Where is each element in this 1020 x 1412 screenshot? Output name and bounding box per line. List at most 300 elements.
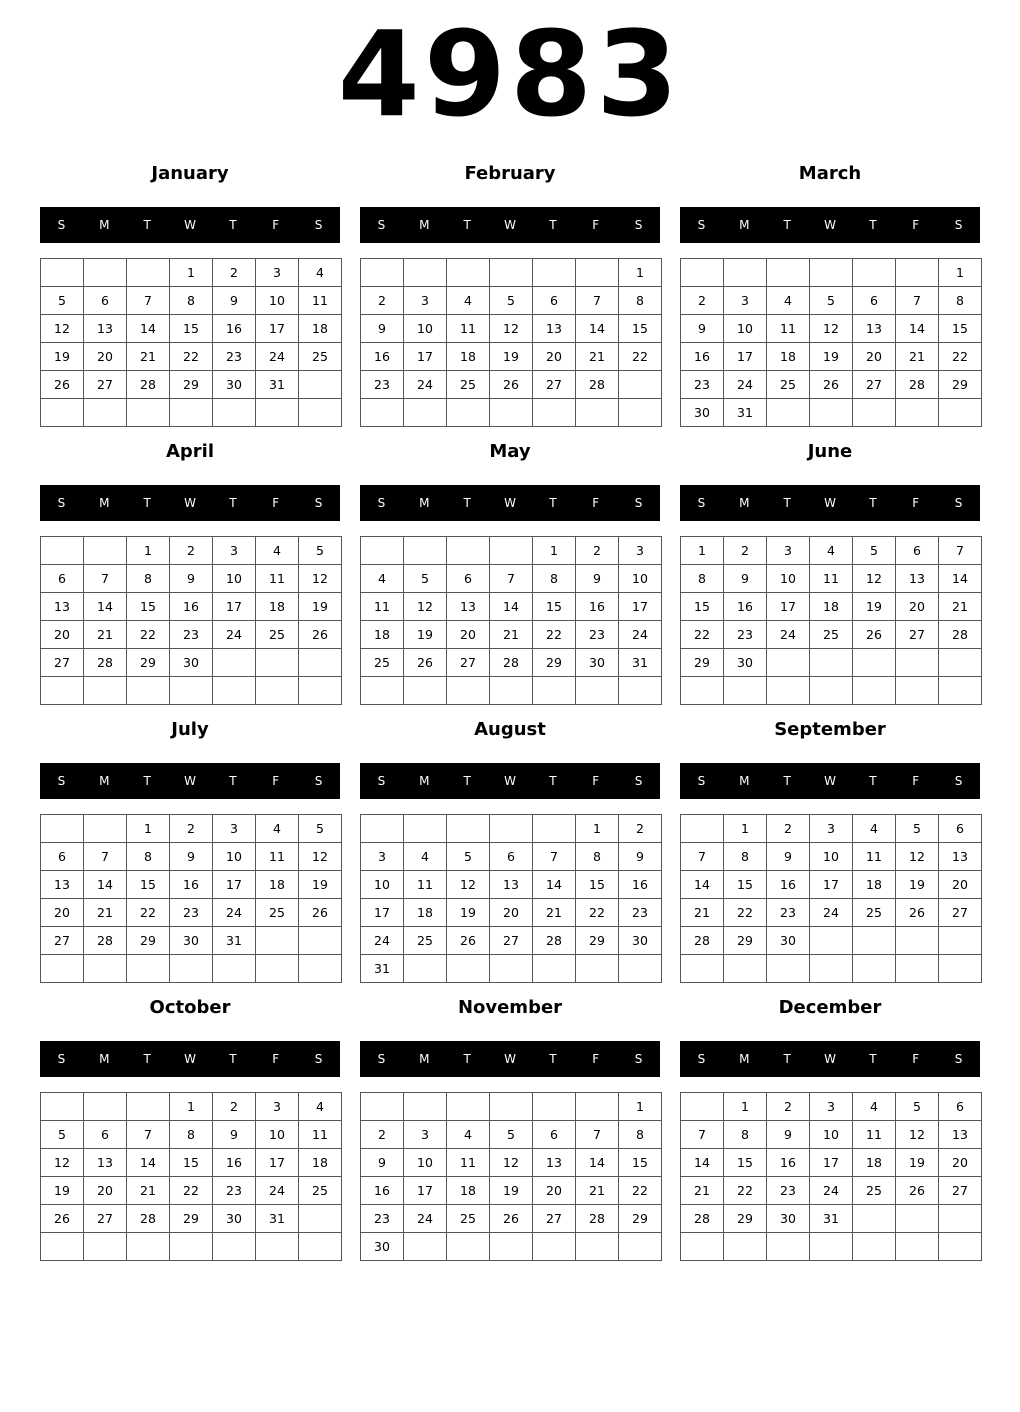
day-cell: [361, 537, 404, 565]
day-cell: 31: [810, 1205, 853, 1233]
day-cell: [213, 1233, 256, 1261]
day-cell: 24: [404, 371, 447, 399]
day-cell: [256, 399, 299, 427]
week-row: [41, 677, 342, 705]
day-cell: [681, 1093, 724, 1121]
day-cell: 13: [533, 1149, 576, 1177]
day-cell: [41, 815, 84, 843]
day-cell: 1: [619, 1093, 662, 1121]
day-cell: 26: [853, 621, 896, 649]
day-cell: 2: [619, 815, 662, 843]
day-cell: 1: [724, 815, 767, 843]
day-cell: 29: [533, 649, 576, 677]
day-cell: 24: [404, 1205, 447, 1233]
weekday-label: F: [912, 496, 920, 510]
weekday-label: W: [184, 218, 196, 232]
day-cell: 23: [170, 899, 213, 927]
day-cell: 10: [213, 843, 256, 871]
week-row: [681, 593, 982, 621]
day-cell: 21: [681, 1177, 724, 1205]
weekday-label: M: [419, 774, 430, 788]
days-table: [360, 258, 662, 427]
weekday-label: W: [184, 1052, 196, 1066]
weekday-label: F: [272, 496, 280, 510]
day-cell: [84, 677, 127, 705]
day-cell: 1: [533, 537, 576, 565]
day-cell: 28: [127, 1205, 170, 1233]
day-cell: [490, 1093, 533, 1121]
weekday-label: T: [143, 1052, 151, 1066]
day-cell: 29: [170, 1205, 213, 1233]
weekday-label: T: [783, 774, 791, 788]
day-cell: [490, 1233, 533, 1261]
month-name: October: [149, 997, 231, 1018]
day-cell: 17: [404, 343, 447, 371]
day-cell: 21: [576, 343, 619, 371]
day-cell: 25: [361, 649, 404, 677]
day-cell: [213, 649, 256, 677]
day-cell: 29: [127, 927, 170, 955]
day-cell: 22: [576, 899, 619, 927]
day-cell: 2: [213, 1093, 256, 1121]
day-cell: 4: [447, 287, 490, 315]
weekday-label: M: [99, 1052, 110, 1066]
day-cell: 6: [490, 843, 533, 871]
month-name: December: [778, 997, 882, 1018]
week-row: [41, 649, 342, 677]
day-cell: [404, 1233, 447, 1261]
month-name: November: [457, 997, 563, 1018]
weekday-label: F: [272, 1052, 280, 1066]
day-cell: [896, 927, 939, 955]
day-cell: 27: [533, 371, 576, 399]
day-cell: 8: [576, 843, 619, 871]
day-cell: [41, 259, 84, 287]
day-cell: 27: [490, 927, 533, 955]
day-cell: 9: [361, 1149, 404, 1177]
day-cell: [681, 259, 724, 287]
week-row: [41, 259, 342, 287]
day-cell: [84, 537, 127, 565]
day-cell: [576, 677, 619, 705]
days-table: [360, 536, 662, 705]
day-cell: 12: [896, 1121, 939, 1149]
day-cell: 29: [939, 371, 982, 399]
week-row: [681, 371, 982, 399]
weekday-label: M: [419, 1052, 430, 1066]
weekday-label: T: [549, 774, 557, 788]
day-cell: [896, 955, 939, 983]
day-cell: 7: [576, 1121, 619, 1149]
day-cell: 3: [213, 537, 256, 565]
week-row: [41, 1149, 342, 1177]
weekday-header: [680, 763, 980, 799]
day-cell: [127, 259, 170, 287]
day-cell: 18: [256, 593, 299, 621]
day-cell: 2: [681, 287, 724, 315]
weekday-label: T: [143, 218, 151, 232]
day-cell: [84, 1093, 127, 1121]
day-cell: 28: [533, 927, 576, 955]
day-cell: 4: [299, 1093, 342, 1121]
day-cell: 16: [767, 1149, 810, 1177]
weekday-label: T: [869, 496, 877, 510]
day-cell: [84, 955, 127, 983]
day-cell: 20: [84, 343, 127, 371]
day-cell: 23: [361, 371, 404, 399]
week-row: [41, 593, 342, 621]
weekday-header: [680, 485, 980, 521]
month-name: August: [474, 719, 546, 740]
day-cell: 12: [490, 315, 533, 343]
day-cell: [490, 955, 533, 983]
day-cell: 28: [490, 649, 533, 677]
week-row: [41, 1233, 342, 1261]
day-cell: [767, 649, 810, 677]
weekday-label: S: [57, 218, 66, 232]
day-cell: 17: [724, 343, 767, 371]
day-cell: [127, 955, 170, 983]
day-cell: 23: [767, 1177, 810, 1205]
day-cell: 1: [127, 537, 170, 565]
day-cell: 21: [533, 899, 576, 927]
weekday-label: S: [634, 774, 643, 788]
day-cell: 16: [361, 1177, 404, 1205]
weekday-label: F: [912, 1052, 920, 1066]
day-cell: 15: [619, 1149, 662, 1177]
day-cell: 20: [84, 1177, 127, 1205]
day-cell: 1: [681, 537, 724, 565]
day-cell: [576, 955, 619, 983]
weekday-label: T: [463, 774, 471, 788]
week-row: [361, 343, 662, 371]
day-cell: 11: [447, 1149, 490, 1177]
day-cell: 18: [299, 315, 342, 343]
day-cell: [533, 955, 576, 983]
day-cell: [490, 815, 533, 843]
day-cell: 2: [767, 1093, 810, 1121]
day-cell: [533, 1233, 576, 1261]
month-name: June: [807, 441, 853, 462]
day-cell: 6: [84, 1121, 127, 1149]
day-cell: 19: [299, 593, 342, 621]
day-cell: 16: [619, 871, 662, 899]
day-cell: 7: [681, 1121, 724, 1149]
day-cell: 5: [853, 537, 896, 565]
day-cell: 14: [681, 871, 724, 899]
weekday-label: T: [783, 1052, 791, 1066]
weekday-label: T: [463, 218, 471, 232]
weekday-label: M: [419, 218, 430, 232]
day-cell: 26: [41, 1205, 84, 1233]
weekday-label: T: [143, 496, 151, 510]
week-row: [361, 815, 662, 843]
day-cell: [939, 677, 982, 705]
day-cell: 6: [533, 1121, 576, 1149]
day-cell: 22: [127, 899, 170, 927]
day-cell: [896, 677, 939, 705]
weekday-label: W: [184, 496, 196, 510]
days-table: [40, 258, 342, 427]
day-cell: [853, 399, 896, 427]
day-cell: [939, 649, 982, 677]
day-cell: [404, 399, 447, 427]
day-cell: 2: [724, 537, 767, 565]
day-cell: 30: [681, 399, 724, 427]
day-cell: 17: [256, 315, 299, 343]
day-cell: 4: [853, 1093, 896, 1121]
day-cell: 11: [256, 843, 299, 871]
day-cell: 8: [533, 565, 576, 593]
day-cell: 28: [576, 371, 619, 399]
day-cell: 2: [170, 815, 213, 843]
weekday-label: T: [869, 1052, 877, 1066]
day-cell: [447, 1093, 490, 1121]
day-cell: 6: [447, 565, 490, 593]
day-cell: 13: [853, 315, 896, 343]
day-cell: 4: [810, 537, 853, 565]
day-cell: [84, 815, 127, 843]
day-cell: 23: [361, 1205, 404, 1233]
day-cell: [361, 815, 404, 843]
day-cell: 6: [84, 287, 127, 315]
weekday-label: W: [504, 218, 516, 232]
day-cell: 19: [299, 871, 342, 899]
day-cell: 31: [724, 399, 767, 427]
day-cell: [127, 677, 170, 705]
day-cell: 10: [767, 565, 810, 593]
day-cell: 9: [767, 843, 810, 871]
weekday-header: [360, 207, 660, 243]
day-cell: 2: [361, 1121, 404, 1149]
day-cell: 19: [41, 1177, 84, 1205]
week-row: [361, 899, 662, 927]
week-row: [361, 259, 662, 287]
day-cell: 7: [127, 287, 170, 315]
day-cell: 27: [41, 927, 84, 955]
weekday-header: [680, 207, 980, 243]
day-cell: 12: [299, 565, 342, 593]
day-cell: 1: [724, 1093, 767, 1121]
weekday-label: T: [549, 218, 557, 232]
day-cell: 24: [256, 343, 299, 371]
day-cell: [767, 677, 810, 705]
day-cell: [767, 955, 810, 983]
weekday-label: T: [869, 218, 877, 232]
day-cell: 11: [299, 287, 342, 315]
day-cell: [576, 399, 619, 427]
day-cell: 26: [299, 899, 342, 927]
weekday-label: W: [824, 1052, 836, 1066]
day-cell: 4: [767, 287, 810, 315]
day-cell: 25: [404, 927, 447, 955]
week-row: [361, 537, 662, 565]
day-cell: 19: [41, 343, 84, 371]
day-cell: 17: [810, 871, 853, 899]
day-cell: 6: [896, 537, 939, 565]
day-cell: [299, 955, 342, 983]
day-cell: 5: [447, 843, 490, 871]
day-cell: [404, 537, 447, 565]
day-cell: [256, 927, 299, 955]
weekday-label: T: [143, 774, 151, 788]
day-cell: 21: [84, 621, 127, 649]
day-cell: [256, 677, 299, 705]
day-cell: 5: [490, 287, 533, 315]
day-cell: 16: [213, 1149, 256, 1177]
day-cell: 21: [490, 621, 533, 649]
day-cell: 5: [490, 1121, 533, 1149]
day-cell: 9: [213, 287, 256, 315]
day-cell: 30: [724, 649, 767, 677]
week-row: [41, 843, 342, 871]
day-cell: 19: [404, 621, 447, 649]
week-row: [361, 649, 662, 677]
day-cell: 22: [533, 621, 576, 649]
day-cell: [810, 955, 853, 983]
day-cell: 18: [361, 621, 404, 649]
week-row: [681, 1093, 982, 1121]
day-cell: 1: [619, 259, 662, 287]
day-cell: [213, 955, 256, 983]
day-cell: 14: [127, 1149, 170, 1177]
day-cell: [533, 815, 576, 843]
day-cell: [576, 1233, 619, 1261]
day-cell: 12: [853, 565, 896, 593]
day-cell: [853, 1233, 896, 1261]
day-cell: 13: [896, 565, 939, 593]
day-cell: 8: [939, 287, 982, 315]
weekday-label: S: [377, 496, 386, 510]
day-cell: 17: [404, 1177, 447, 1205]
day-cell: 10: [213, 565, 256, 593]
day-cell: 5: [41, 287, 84, 315]
day-cell: [41, 399, 84, 427]
week-row: [681, 871, 982, 899]
month-name: April: [165, 441, 215, 462]
day-cell: [810, 259, 853, 287]
day-cell: 24: [256, 1177, 299, 1205]
day-cell: 11: [299, 1121, 342, 1149]
day-cell: 18: [404, 899, 447, 927]
week-row: [41, 1093, 342, 1121]
day-cell: 14: [533, 871, 576, 899]
day-cell: 16: [170, 871, 213, 899]
week-row: [361, 1093, 662, 1121]
day-cell: [447, 1233, 490, 1261]
day-cell: 4: [256, 537, 299, 565]
week-row: [41, 955, 342, 983]
weekday-label: F: [912, 218, 920, 232]
day-cell: 20: [41, 621, 84, 649]
day-cell: 26: [404, 649, 447, 677]
day-cell: 20: [939, 1149, 982, 1177]
day-cell: 30: [170, 927, 213, 955]
day-cell: 27: [84, 1205, 127, 1233]
day-cell: 15: [127, 593, 170, 621]
day-cell: 16: [724, 593, 767, 621]
day-cell: 16: [767, 871, 810, 899]
day-cell: 8: [724, 1121, 767, 1149]
week-row: [681, 1149, 982, 1177]
day-cell: 20: [853, 343, 896, 371]
day-cell: 28: [681, 1205, 724, 1233]
day-cell: [213, 399, 256, 427]
weekday-label: T: [229, 774, 237, 788]
day-cell: 25: [447, 371, 490, 399]
day-cell: 26: [447, 927, 490, 955]
day-cell: 16: [361, 343, 404, 371]
weekday-label: F: [912, 774, 920, 788]
day-cell: 26: [41, 371, 84, 399]
day-cell: 7: [84, 843, 127, 871]
week-row: [41, 1205, 342, 1233]
day-cell: [810, 1233, 853, 1261]
month-name: July: [171, 719, 209, 740]
day-cell: 28: [939, 621, 982, 649]
day-cell: 24: [213, 621, 256, 649]
day-cell: 5: [299, 537, 342, 565]
week-row: [361, 399, 662, 427]
weekday-label: M: [739, 1052, 750, 1066]
day-cell: 21: [127, 343, 170, 371]
weekday-header: [360, 485, 660, 521]
day-cell: [361, 259, 404, 287]
month-name: May: [489, 441, 531, 462]
days-table: [40, 814, 342, 983]
day-cell: 8: [619, 1121, 662, 1149]
days-table: [680, 814, 982, 983]
day-cell: 12: [41, 1149, 84, 1177]
day-cell: [84, 1233, 127, 1261]
day-cell: 9: [361, 315, 404, 343]
weekday-label: S: [377, 218, 386, 232]
week-row: [41, 1177, 342, 1205]
day-cell: 22: [127, 621, 170, 649]
week-row: [681, 1233, 982, 1261]
week-row: [41, 1121, 342, 1149]
weekday-label: T: [463, 496, 471, 510]
day-cell: 7: [576, 287, 619, 315]
day-cell: 24: [619, 621, 662, 649]
weekday-label: S: [314, 496, 323, 510]
day-cell: 30: [170, 649, 213, 677]
day-cell: 12: [404, 593, 447, 621]
week-row: [361, 1149, 662, 1177]
day-cell: 19: [896, 1149, 939, 1177]
week-row: [41, 287, 342, 315]
week-row: [681, 649, 982, 677]
week-row: [361, 371, 662, 399]
day-cell: [810, 399, 853, 427]
day-cell: 4: [447, 1121, 490, 1149]
day-cell: 26: [299, 621, 342, 649]
week-row: [41, 399, 342, 427]
day-cell: 5: [896, 1093, 939, 1121]
day-cell: 2: [213, 259, 256, 287]
day-cell: 30: [213, 1205, 256, 1233]
day-cell: [299, 371, 342, 399]
day-cell: 14: [84, 593, 127, 621]
week-row: [681, 287, 982, 315]
day-cell: 24: [810, 1177, 853, 1205]
day-cell: [619, 955, 662, 983]
day-cell: 10: [256, 287, 299, 315]
weekday-header: [40, 485, 340, 521]
day-cell: 25: [447, 1205, 490, 1233]
day-cell: 31: [256, 371, 299, 399]
day-cell: 28: [681, 927, 724, 955]
